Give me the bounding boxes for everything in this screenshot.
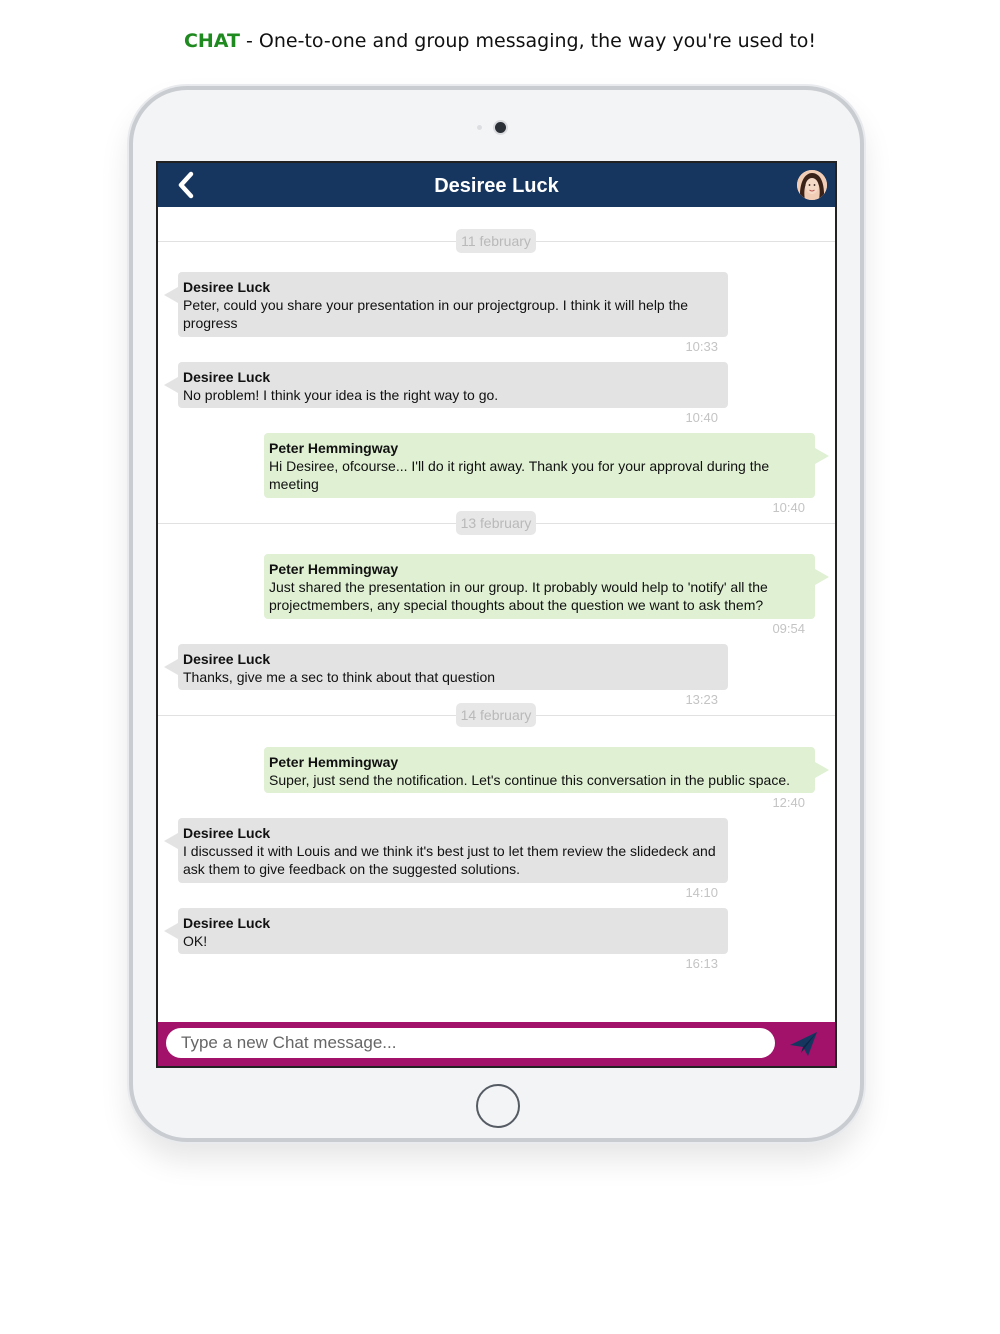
date-separator [158, 229, 835, 253]
message-input[interactable] [166, 1028, 775, 1058]
message-text: Just shared the presentation in our group. It probably would help to 'notify' all the projectmembers, any special thoughts about the question we want to ask them? [269, 579, 768, 613]
message-time: 13:23 [685, 692, 718, 707]
caption-accent: CHAT [183, 30, 240, 52]
message-time: 10:40 [685, 410, 718, 425]
date-separator [158, 703, 835, 727]
back-button[interactable] [174, 169, 204, 201]
message-text: Peter, could you share your presentation in our projectgroup. I think it will help the progress [183, 297, 689, 331]
front-camera [495, 122, 506, 133]
message-time: 10:33 [685, 339, 718, 354]
chevron-left-icon [174, 169, 198, 201]
message-bubble[interactable] [178, 272, 728, 337]
date-label: 11 february [456, 229, 536, 253]
message-bubble[interactable] [178, 362, 728, 408]
promo-caption [0, 30, 1000, 52]
caption-text: - One-to-one and group messaging, the way you're used to! [240, 30, 817, 52]
message-sender: Desiree Luck [183, 825, 271, 841]
message-text: No problem! I think your idea is the right way to go. [183, 387, 499, 403]
message-bubble[interactable] [178, 644, 728, 690]
home-button[interactable] [476, 1084, 520, 1128]
message-bubble[interactable] [264, 433, 815, 498]
message-text: I discussed it with Louis and we think it's best just to let them review the slidedeck and ask them to give feedback on the suggested solutions. [183, 843, 716, 877]
date-separator [158, 511, 835, 535]
message-time: 09:54 [772, 621, 805, 636]
message-sender: Peter Hemmingway [269, 440, 399, 456]
message-sender: Peter Hemmingway [269, 754, 399, 770]
message-sender: Desiree Luck [183, 369, 271, 385]
message-bubble[interactable] [178, 908, 728, 954]
message-time: 10:40 [772, 500, 805, 515]
message-text: Thanks, give me a sec to think about that question [183, 669, 496, 685]
message-composer [158, 1022, 835, 1066]
message-sender: Desiree Luck [183, 915, 271, 931]
send-button[interactable] [788, 1029, 820, 1059]
message-time: 12:40 [772, 795, 805, 810]
message-text: Super, just send the notification. Let's continue this conversation in the public space. [269, 772, 790, 788]
chat-screen [156, 161, 837, 1068]
message-sender: Desiree Luck [183, 279, 271, 295]
message-bubble[interactable] [178, 818, 728, 883]
message-text: Hi Desiree, ofcourse... I'll do it right away. Thank you for your approval during the meeting [269, 458, 770, 492]
contact-avatar[interactable] [797, 170, 827, 200]
message-time: 16:13 [685, 956, 718, 971]
date-label: 14 february [456, 703, 536, 727]
chat-header [158, 163, 835, 207]
message-bubble[interactable] [264, 554, 815, 619]
date-label: 13 february [456, 511, 536, 535]
message-sender: Peter Hemmingway [269, 561, 399, 577]
paper-plane-icon [788, 1029, 820, 1059]
message-bubble[interactable] [264, 747, 815, 793]
front-sensor [477, 125, 482, 130]
chat-title: Desiree Luck [434, 175, 559, 197]
message-list[interactable] [158, 207, 835, 1022]
message-text: OK! [183, 933, 208, 949]
message-time: 14:10 [685, 885, 718, 900]
message-sender: Desiree Luck [183, 651, 271, 667]
